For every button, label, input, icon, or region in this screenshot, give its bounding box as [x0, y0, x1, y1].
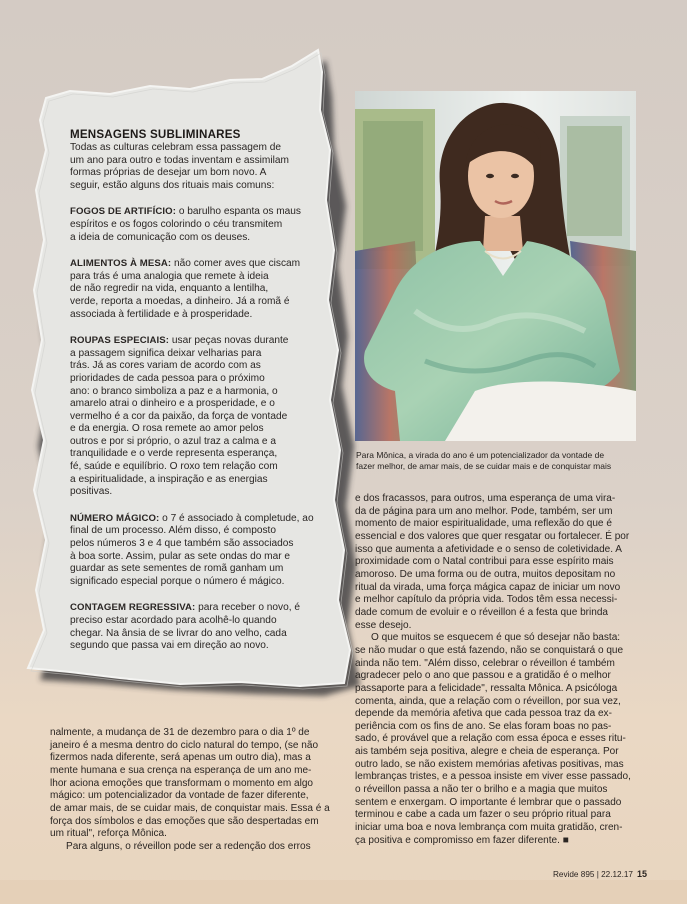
paragraph: e dos fracassos, para outros, uma esperança de uma vira- da de página para um ano melhor. Pode, também, ser um momento de maior espiritualidade, uma reflexão do que é essencial e dos valores que quer resgatar ou fortalecer. É por isso que aumenta a afetividade e o senso de coletividade. A proximidade com o Natal contribui para esse espírito mais amoroso. De uma forma ou de outra, muitos depositam no ritual da virada, uma força mágica capaz de iniciar um novo e melhor capítulo da própria vida. Todos têm essa necessi- dade comum de evoluir e o réveillon é a festa que brinda esse desejo.	[355, 493, 630, 631]
ritual-fogos: FOGOS DE ARTIFÍCIO: o barulho espanta os maus espíritos e os fogos colorindo o céu transmitem a ideia de comunicação com os deuses.	[70, 206, 301, 243]
paragraph: Para alguns, o réveillon pode ser a redenção dos erros	[66, 840, 311, 852]
page-footer	[553, 869, 647, 879]
ritual-label: CONTAGEM REGRESSIVA:	[70, 602, 196, 614]
issue-info: Revide 895 | 22.12.17	[553, 870, 633, 879]
ritual-label: ROUPAS ESPECIAIS:	[70, 335, 170, 347]
sidebar-rituals	[70, 128, 336, 653]
photo-caption: Para Mônica, a virada do ano é um potencializador da vontade de fazer melhor, de amar mais, de se cuidar mais e de conquistar mais	[356, 450, 612, 471]
ritual-label: ALIMENTOS À MESA:	[70, 258, 172, 270]
sidebar-title: MENSAGENS SUBLIMINARES	[70, 128, 241, 141]
paragraph: O que muitos se esquecem é que só desejar não basta: se não mudar o que está fazendo, não se conquistará o que ainda não tem. "Além disso, celebrar o réveillon é também agradecer pelo o ano que passou e a gratidão é o melhor passaporte para a felicidade", ressalta Mônica. A psicóloga comenta, ainda, que a relação com o réveillon, por sua vez, depende da memória afetiva que cada pessoa traz da ex- periência com os fins de ano. Se elas foram boas no pas- sado, é provável que a relação com essa época e esses ritu- ais também seja positiva, alegre e cheia de esperança. Por outro lado, se não existem memórias afetivas positivas, mas lembranças tristes, e a pessoa insiste em viver esse passado, o réveillon passa a não ter o brilho e a magia que muitos sentem e enxergam. O importante é lembrar que o passado terminou e cabe a cada um fazer o seu próprio ritual para iniciar uma boa e nova lembrança com muita gratidão, cren- ça positiva e compromisso em fazer diferente. ■	[355, 632, 631, 846]
sidebar-intro: Todas as culturas celebram essa passagem de um ano para outro e todas inventam e assimilam formas próprias de desejar um bom novo. A seguir, estão alguns dos rituais mais comuns:	[70, 142, 289, 191]
page-number: 15	[636, 869, 647, 879]
ritual-roupas: ROUPAS ESPECIAIS: usar peças novas durante a passagem significa deixar velharias para trás. Já as cores variam de acordo com as prioridades de cada pessoa para o próximo ano: o branco simboliza a paz e a harmonia, o amarelo atrai o dinheiro e a prosperidade, e o vermelho é a cor da paixão, da força de vontade e da energia. O rosa remete ao amor pelos outros e por si próprio, o azul traz a calma e a tranquilidade e o verde representa esperança, fé, saúde e equilíbrio. O roxo tem relação com a espiritualidade, a inspiração e as energias positivas.	[70, 335, 289, 498]
ritual-label: NÚMERO MÁGICO:	[70, 512, 160, 524]
ritual-label: FOGOS DE ARTIFÍCIO:	[70, 206, 177, 218]
body-column-right	[355, 493, 637, 847]
paragraph: nalmente, a mudança de 31 de dezembro para o dia 1º de janeiro é a mesma dentro do ciclo natural do tempo, (se não fizermos nada diferente, será apenas um outro dia), mas a mente humana e sua crença na esperança de um ano me- lhor aciona emoções que transformam o momento em algo mágico: um potencializador da vontade de fazer diferente, de amar mais, de se cuidar mais, de conquistar mais. Essa é a força dos símbolos e das emoções que são despertadas em um ritual", reforça Mônica.	[50, 727, 330, 840]
ritual-contagem: CONTAGEM REGRESSIVA: para receber o novo, é preciso estar acordado para acolhê-lo quando chegar. Na ânsia de se livrar do ano velho, cada segundo que passa vai em direção ao novo.	[70, 602, 301, 652]
portrait-photo	[355, 91, 636, 441]
ritual-alimentos: ALIMENTOS À MESA: não comer aves que ciscam para trás é uma analogia que remete à ideia de não regredir na vida, enquanto a lentilha, verde, reporta a moedas, a dinheiro. Já a romã é associada à fertilidade e à prosperidade.	[70, 258, 301, 320]
ritual-numero: NÚMERO MÁGICO: o 7 é associado à completude, ao final de um processo. Além disso, é composto pelos números 3 e 4 que também são associados à boa sorte. Assim, pular as sete ondas do mar e guardar as sete sementes de romã ganham um significado especial porque o número é mágico.	[70, 512, 314, 587]
body-column-left	[50, 727, 334, 854]
